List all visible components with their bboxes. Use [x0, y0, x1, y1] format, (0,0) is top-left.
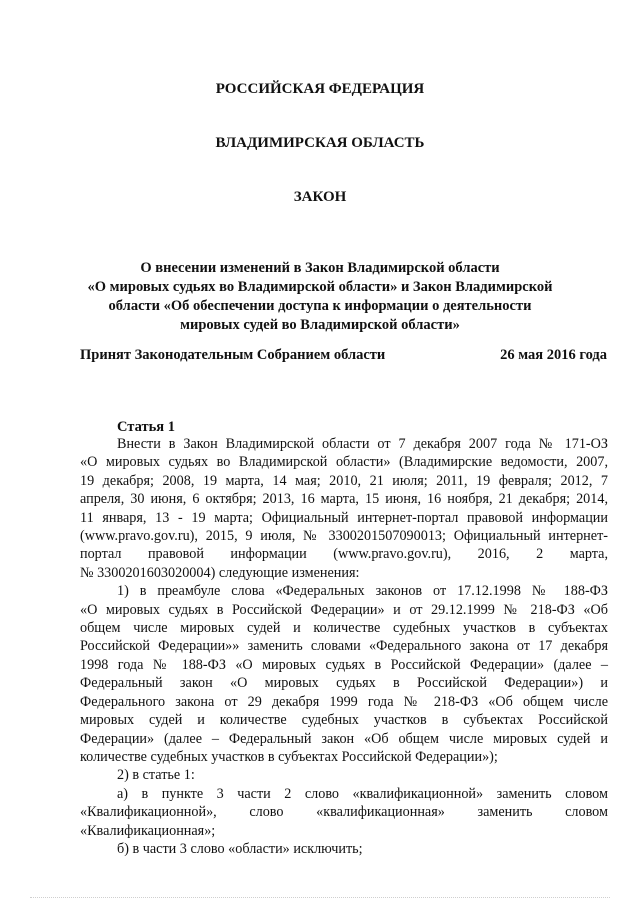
- scan-edge-divider: [30, 897, 610, 898]
- article-text-line: 19 декабря; 2008, 19 марта, 14 мая; 2010, 21 июля; 2011, 19 февраля; 2012, 7: [80, 472, 608, 489]
- header-country: РОССИЙСКАЯ ФЕДЕРАЦИЯ: [215, 81, 425, 97]
- law-title: [60, 259, 580, 335]
- article-text-line: апреля, 30 июня, 6 октября; 2013, 16 марта, 15 июня, 16 ноября, 21 декабря; 2014,: [80, 491, 608, 508]
- article-text-line: «О мировых судьях в Российской Федерации» и от 29.12.1999 № 218-ФЗ «Об: [80, 601, 608, 618]
- article-text-line: общем числе мировых судей и количестве судебных участков в субъектах: [80, 620, 608, 637]
- adoption-line: [80, 346, 607, 364]
- article-text-line: 11 января, 13 - 19 марта; Официальный интернет-портал правовой информации: [80, 509, 608, 526]
- law-title-line: «О мировых судьях во Владимирской области» и Закон Владимирской: [87, 279, 553, 295]
- article-text-line: мировых судей и количестве судебных участков в субъектах Российской: [80, 712, 608, 729]
- article-text-line: «Квалификационная»;: [80, 822, 216, 839]
- law-title-line: мировых судей во Владимирской области»: [180, 317, 460, 333]
- header-doc-type: ЗАКОН: [293, 189, 347, 205]
- article-body: [80, 435, 608, 858]
- article-text-line: Федерального закона от 29 декабря 1999 года № 218-ФЗ «Об общем числе: [80, 693, 608, 710]
- article-text-line: портал правовой информации (www.pravo.gov.ru), 2016, 2 марта,: [80, 546, 608, 563]
- article-heading: Статья 1: [117, 419, 175, 435]
- article-text-line: «О мировых судьях во Владимирской области» (Владимирские ведомости, 2007,: [80, 454, 608, 471]
- adopted-by: Принят Законодательным Собранием области: [80, 347, 386, 363]
- article-text-line: «Квалификационной», слово «квалификационная» заменить словом: [80, 804, 608, 821]
- article-text-line: № 3300201603020004) следующие изменения:: [80, 564, 360, 581]
- article-text-line: а) в пункте 3 части 2 слово «квалификационной» заменить словом: [117, 785, 608, 802]
- article-text-line: 2) в статье 1:: [117, 767, 195, 784]
- article-text-line: 1) в преамбуле слова «Федеральных законов от 17.12.1998 № 188-ФЗ: [117, 583, 608, 600]
- law-title-line: О внесении изменений в Закон Владимирской области: [140, 260, 500, 276]
- header-region: ВЛАДИМИРСКАЯ ОБЛАСТЬ: [215, 135, 425, 151]
- law-title-line: области «Об обеспечении доступа к информации о деятельности: [108, 298, 532, 314]
- adoption-date: 26 мая 2016 года: [500, 347, 607, 363]
- article-text-line: Федеральный закон «О мировых судьях в Российской Федерации») и: [80, 675, 608, 692]
- article-text-line: 1998 года № 188-ФЗ «О мировых судьях в Российской Федерации» (далее –: [80, 656, 608, 673]
- article-text-line: б) в части 3 слово «области» исключить;: [117, 840, 363, 857]
- article-text-line: количестве судебных участков в субъектах Российской Федерации»);: [80, 748, 498, 765]
- article-text-line: Внести в Закон Владимирской области от 7 декабря 2007 года № 171-ОЗ: [117, 436, 608, 452]
- article-text-line: (www.pravo.gov.ru), 2015, 9 июля, № 3300201507090013; Официальный интернет-: [80, 528, 608, 545]
- article-text-line: Российской Федерации»» заменить словами «Федерального закона от 17 декабря: [80, 638, 608, 655]
- article-text-line: Федерации» (далее – Федеральный закон «Об общем числе мировых судей и: [80, 730, 608, 747]
